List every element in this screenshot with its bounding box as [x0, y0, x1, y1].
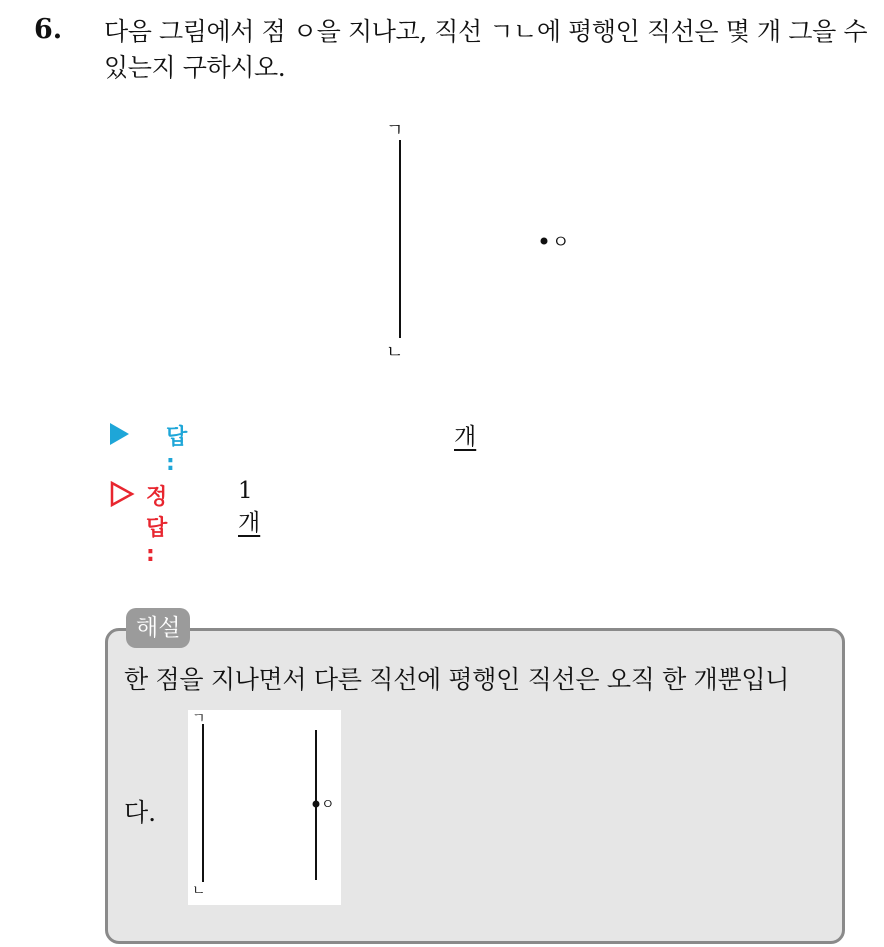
answer-unit: 개: [454, 424, 477, 450]
point-o-dot: [541, 238, 548, 245]
correct-answer-value: 1: [238, 478, 253, 504]
solution-figure: [188, 710, 341, 905]
solution-point-dot: [313, 801, 320, 808]
solution-label-point: ㅇ: [321, 797, 335, 813]
solution-text-end: 다.: [124, 798, 157, 827]
solution-label-top: ㄱ: [192, 711, 206, 727]
answer-label: 답 :: [166, 425, 188, 476]
solution-text: 한 점을 지나면서 다른 직선에 평행인 직선은 오직 한 개뿐입니: [124, 665, 790, 694]
solution-label-bottom: ㄴ: [192, 883, 206, 899]
answer-arrow-icon: [110, 423, 129, 445]
solution-tag: 해설: [126, 608, 190, 648]
question-number: 6.: [34, 14, 63, 45]
figure-main: [360, 112, 600, 372]
correct-answer-unit: 개: [238, 510, 261, 536]
correct-answer-label: 정답 :: [146, 485, 168, 567]
label-bottom: ㄴ: [386, 342, 404, 363]
label-top: ㄱ: [386, 120, 404, 141]
question-text: 다음 그림에서 점 ㅇ을 지나고, 직선 ㄱㄴ에 평행인 직선은 몇 개 그을 수 있는지 구하시오.: [104, 17, 868, 82]
correct-arrow-icon: [110, 481, 136, 507]
label-point: ㅇ: [552, 232, 570, 253]
correct-answer-value-group: [238, 478, 260, 537]
solution-figure-lines: [188, 710, 341, 905]
